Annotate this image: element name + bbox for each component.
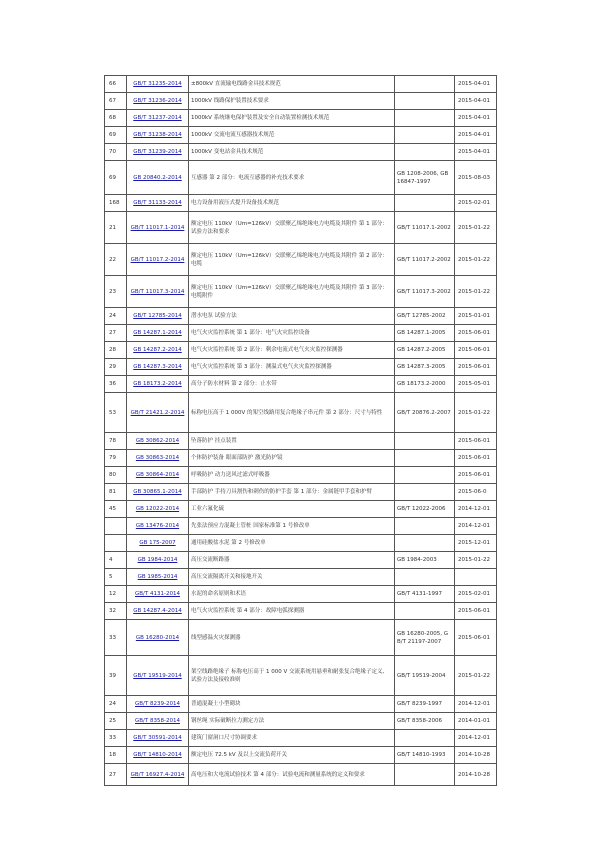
effective-date: 2015-04-01: [455, 144, 497, 161]
standards-table: [104, 75, 497, 786]
effective-date: 2015-01-22: [455, 393, 497, 433]
effective-date: 2015-06-01: [455, 467, 497, 484]
effective-date: [455, 569, 497, 586]
standard-code-cell: [127, 195, 189, 212]
standard-name: 先张法预应力混凝土管桩 国家标准第 1 号修改单: [189, 518, 395, 535]
table-row: [105, 325, 497, 342]
table-row: [105, 535, 497, 552]
row-number: 69: [105, 161, 127, 195]
replaced-standard: GB 18173.2-2000: [395, 376, 455, 393]
standard-name: 额定电压 110kV（Um=126kV）交联聚乙烯绝缘电力电缆及其附件 第 3 部分：电缆附件: [189, 276, 395, 308]
standard-name: 电力设备用液压式提升设备技术规范: [189, 195, 395, 212]
replaced-standard: [395, 127, 455, 144]
standard-name: 高电压和大电流试验技术 第 4 部分：试验电流和测量系统的定义和要求: [189, 764, 395, 786]
table-row: [105, 764, 497, 786]
replaced-standard: GB/T 11017.2-2002: [395, 244, 455, 276]
effective-date: 2015-06-01: [455, 342, 497, 359]
standard-code-cell: [127, 747, 189, 764]
standard-code-cell: [127, 467, 189, 484]
standard-code-cell: [127, 244, 189, 276]
table-row: [105, 620, 497, 656]
standard-code-link[interactable]: GB 20840.2-2014: [133, 174, 182, 181]
row-number: 36: [105, 376, 127, 393]
replaced-standard: [395, 433, 455, 450]
row-number: 27: [105, 764, 127, 786]
row-number: 81: [105, 484, 127, 501]
standard-code-cell: [127, 308, 189, 325]
row-number: 33: [105, 730, 127, 747]
table-row: [105, 359, 497, 376]
standard-name: 呼吸防护 动力送风过滤式呼吸器: [189, 467, 395, 484]
table-row: [105, 467, 497, 484]
replaced-standard: GB/T 12022-2006: [395, 501, 455, 518]
row-number: 29: [105, 359, 127, 376]
standard-code-cell: [127, 93, 189, 110]
effective-date: 2015-06-01: [455, 450, 497, 467]
standard-code-cell: [127, 212, 189, 244]
replaced-standard: [395, 110, 455, 127]
standard-code-link[interactable]: GB/T 8358-2014: [135, 718, 180, 724]
table-row: [105, 586, 497, 603]
standard-name: 手部防护 手持刀具割伤和刺伤的防护手套 第 1 部分：金属链甲手套和护臂: [189, 484, 395, 501]
row-number: [105, 535, 127, 552]
standard-code-link[interactable]: GB/T 31239-2014: [133, 149, 182, 155]
table-body: [105, 76, 497, 786]
standard-name: 潜水电泵 试验方法: [189, 308, 395, 325]
standard-code-link[interactable]: GB/T 14810-2014: [133, 752, 182, 758]
standard-code-cell: [127, 376, 189, 393]
replaced-standard: [395, 450, 455, 467]
standard-code-link[interactable]: GB/T 30591-2014: [133, 735, 182, 741]
standard-name: 通用硅酸盐水泥 第 2 号修改单: [189, 535, 395, 552]
row-number: 28: [105, 342, 127, 359]
standard-code-link[interactable]: GB 18173.2-2014: [133, 381, 182, 387]
standard-code-cell: [127, 518, 189, 535]
row-number: 18: [105, 747, 127, 764]
standard-name: 电气火灾监控系统 第 2 部分：剩余电流式电气火灾监控探测器: [189, 342, 395, 359]
row-number: 33: [105, 620, 127, 656]
standard-code-cell: [127, 569, 189, 586]
table-row: [105, 127, 497, 144]
standard-name: 额定电压 110kV（Um=126kV）交联聚乙烯绝缘电力电缆及其附件 第 1 部分：试验方法和要求: [189, 212, 395, 244]
row-number: 23: [105, 276, 127, 308]
table-row: [105, 696, 497, 713]
standard-code-cell: [127, 342, 189, 359]
standard-name: 额定电压 72.5 kV 及以上交流负荷开关: [189, 747, 395, 764]
standard-name: 互感器 第 2 部分：电流互感器的补充技术要求: [189, 161, 395, 195]
replaced-standard: GB 14287.2-2005: [395, 342, 455, 359]
table-row: [105, 501, 497, 518]
standard-code-link[interactable]: GB/T 31238-2014: [133, 132, 182, 138]
effective-date: 2015-01-22: [455, 244, 497, 276]
effective-date: 2014-12-01: [455, 518, 497, 535]
standard-code-link[interactable]: GB 14287.1-2014: [133, 330, 182, 336]
replaced-standard: GB/T 4131-1997: [395, 586, 455, 603]
standard-code-cell: [127, 603, 189, 620]
row-number: 67: [105, 93, 127, 110]
table-row: [105, 433, 497, 450]
standard-name: 1000kV 交流电流互感器技术规范: [189, 127, 395, 144]
effective-date: 2015-05-01: [455, 376, 497, 393]
standard-code-link[interactable]: GB 30863-2014: [135, 455, 180, 461]
standard-code-cell: [127, 325, 189, 342]
row-number: [105, 518, 127, 535]
table-row: [105, 93, 497, 110]
standard-name: 水泥的命名原则和术语: [189, 586, 395, 603]
row-number: 68: [105, 110, 127, 127]
replaced-standard: [395, 76, 455, 93]
standard-name: 坠落防护 挂点装置: [189, 433, 395, 450]
effective-date: 2015-08-03: [455, 161, 497, 195]
row-number: 21: [105, 212, 127, 244]
row-number: 5: [105, 569, 127, 586]
table-row: [105, 376, 497, 393]
standard-code-link[interactable]: GB 1985-2014: [137, 574, 178, 580]
table-row: [105, 195, 497, 212]
standard-code-cell: [127, 620, 189, 656]
standard-code-link[interactable]: GB 13476-2014: [135, 523, 180, 529]
standard-code-cell: [127, 656, 189, 696]
standard-code-link[interactable]: GB/T 12785-2014: [133, 313, 182, 319]
effective-date: 2015-01-22: [455, 656, 497, 696]
effective-date: 2015-01-01: [455, 308, 497, 325]
standard-code-link[interactable]: GB 30864-2014: [135, 472, 180, 478]
row-number: 24: [105, 696, 127, 713]
row-number: 168: [105, 195, 127, 212]
standard-name: 个体防护装备 眼面部防护 激光防护镜: [189, 450, 395, 467]
standard-code-cell: [127, 76, 189, 93]
standard-code-link[interactable]: GB 1984-2014: [137, 557, 178, 563]
standard-code-link[interactable]: GB/T 31133-2014: [133, 200, 182, 206]
standard-code-link[interactable]: GB/T 31236-2014: [133, 98, 182, 104]
replaced-standard: [395, 93, 455, 110]
table-row: [105, 161, 497, 195]
replaced-standard: GB/T 20876.2-2007: [395, 393, 455, 433]
standard-code-cell: [127, 393, 189, 433]
table-row: [105, 730, 497, 747]
standard-name: 工业六氟化硫: [189, 501, 395, 518]
standard-code-link[interactable]: GB/T 31237-2014: [133, 115, 182, 121]
row-number: 66: [105, 76, 127, 93]
standard-name: 架空线路绝缘子 标称电压高于 1 000 V 交流系统用悬垂和耐张复合绝缘子定义、试验方法及接收准则: [189, 656, 395, 696]
effective-date: 2015-06-01: [455, 359, 497, 376]
effective-date: 2014-12-01: [455, 730, 497, 747]
standard-code-cell: [127, 144, 189, 161]
replaced-standard: GB 1984-2003: [395, 552, 455, 569]
standard-code-cell: [127, 535, 189, 552]
standard-name: 电气火灾监控系统 第 1 部分：电气火灾监控设备: [189, 325, 395, 342]
replaced-standard: [395, 730, 455, 747]
standard-name: 钢丝绳 实际破断拉力测定方法: [189, 713, 395, 730]
row-number: 32: [105, 603, 127, 620]
table-row: [105, 212, 497, 244]
row-number: 22: [105, 244, 127, 276]
standard-name: ±800kV 直流输电线路金具技术规范: [189, 76, 395, 93]
effective-date: 2015-12-01: [455, 535, 497, 552]
table-row: [105, 144, 497, 161]
standards-table-page: [104, 75, 497, 786]
effective-date: 2015-01-22: [455, 552, 497, 569]
standard-code-cell: [127, 276, 189, 308]
replaced-standard: GB/T 14810-1993: [395, 747, 455, 764]
standard-code-link[interactable]: GB 14287.4-2014: [133, 608, 182, 614]
standard-name: 高压交流隔离开关和接地开关: [189, 569, 395, 586]
effective-date: 2014-10-28: [455, 764, 497, 786]
row-number: 53: [105, 393, 127, 433]
table-row: [105, 552, 497, 569]
standard-code-cell: [127, 713, 189, 730]
table-row: [105, 76, 497, 93]
standard-name: 1000kV 线路保护装置技术要求: [189, 93, 395, 110]
replaced-standard: [395, 144, 455, 161]
standard-code-cell: [127, 501, 189, 518]
replaced-standard: GB 14287.3-2005: [395, 359, 455, 376]
effective-date: 2014-01-01: [455, 713, 497, 730]
effective-date: 2015-01-22: [455, 276, 497, 308]
effective-date: 2015-06-01: [455, 325, 497, 342]
replaced-standard: [395, 467, 455, 484]
standard-name: 额定电压 110kV（Um=126kV）交联聚乙烯绝缘电力电缆及其附件 第 2 部分：电缆: [189, 244, 395, 276]
table-row: [105, 603, 497, 620]
table-row: [105, 393, 497, 433]
standard-code-cell: [127, 433, 189, 450]
row-number: 39: [105, 656, 127, 696]
table-row: [105, 244, 497, 276]
row-number: 4: [105, 552, 127, 569]
standard-code-cell: [127, 586, 189, 603]
row-number: 79: [105, 450, 127, 467]
row-number: 78: [105, 433, 127, 450]
standard-name: 线型感温火灾探测器: [189, 620, 395, 656]
table-row: [105, 713, 497, 730]
replaced-standard: [395, 603, 455, 620]
table-row: [105, 450, 497, 467]
effective-date: 2015-06-01: [455, 603, 497, 620]
standard-code-link[interactable]: GB/T 11017.3-2014: [130, 288, 185, 295]
standard-code-link[interactable]: GB/T 11017.2-2014: [130, 256, 185, 263]
effective-date: 2015-01-22: [455, 212, 497, 244]
standard-code-link[interactable]: GB/T 11017.1-2014: [130, 224, 185, 231]
replaced-standard: GB 14287.1-2005: [395, 325, 455, 342]
table-row: [105, 308, 497, 325]
replaced-standard: [395, 195, 455, 212]
standard-code-link[interactable]: GB 30865.1-2014: [133, 489, 182, 495]
effective-date: 2014-12-01: [455, 696, 497, 713]
row-number: 80: [105, 467, 127, 484]
replaced-standard: GB/T 12785-2002: [395, 308, 455, 325]
standard-code-cell: [127, 450, 189, 467]
replaced-standard: [395, 569, 455, 586]
replaced-standard: GB 1208-2006, GB 16847-1997: [395, 161, 455, 195]
row-number: 69: [105, 127, 127, 144]
replaced-standard: GB/T 11017.3-2002: [395, 276, 455, 308]
effective-date: 2015-04-01: [455, 76, 497, 93]
table-row: [105, 569, 497, 586]
row-number: 27: [105, 325, 127, 342]
effective-date: 2015-06-01: [455, 620, 497, 656]
standard-code-link[interactable]: GB 12022-2014: [135, 506, 180, 512]
replaced-standard: GB/T 19519-2004: [395, 656, 455, 696]
standard-name: 电气火灾监控系统 第 3 部分：测温式电气火灾监控探测器: [189, 359, 395, 376]
standard-code-cell: [127, 696, 189, 713]
effective-date: 2015-04-01: [455, 93, 497, 110]
standard-code-link[interactable]: GB 14287.3-2014: [133, 364, 182, 370]
standard-code-link[interactable]: GB/T 21421.2-2014: [130, 409, 185, 416]
standard-name: 标称电压高于 1 000V 的架空线路用复合绝缘子串元件 第 2 部分：尺寸与特性: [189, 393, 395, 433]
standard-code-cell: [127, 127, 189, 144]
effective-date: 2015-02-01: [455, 586, 497, 603]
standard-code-link[interactable]: GB 175-2007: [139, 540, 176, 546]
replaced-standard: GB/T 11017.1-2002: [395, 212, 455, 244]
replaced-standard: GB 16280-2005, GB/T 21197-2007: [395, 620, 455, 656]
table-row: [105, 518, 497, 535]
standard-code-link[interactable]: GB 30862-2014: [135, 438, 180, 444]
row-number: 24: [105, 308, 127, 325]
standard-code-cell: [127, 764, 189, 786]
row-number: 70: [105, 144, 127, 161]
effective-date: 2015-02-01: [455, 195, 497, 212]
table-row: [105, 276, 497, 308]
row-number: 12: [105, 586, 127, 603]
standard-name: 1000kV 变电站金具技术规范: [189, 144, 395, 161]
standard-name: 高分子防水材料 第 2 部分：止水带: [189, 376, 395, 393]
standard-name: 1000kV 系统继电保护装置及安全自动装置检测技术规范: [189, 110, 395, 127]
standard-code-cell: [127, 730, 189, 747]
standard-code-cell: [127, 484, 189, 501]
standard-code-link[interactable]: GB/T 4131-2014: [135, 591, 180, 597]
standard-name: 电气火灾监控系统 第 4 部分：故障电弧探测器: [189, 603, 395, 620]
replaced-standard: [395, 484, 455, 501]
standard-code-link[interactable]: GB/T 31235-2014: [133, 81, 182, 87]
standard-code-link[interactable]: GB 14287.2-2014: [133, 347, 182, 353]
standard-code-link[interactable]: GB/T 8239-2014: [135, 701, 180, 707]
replaced-standard: GB/T 8358-2006: [395, 713, 455, 730]
table-row: [105, 110, 497, 127]
table-row: [105, 747, 497, 764]
table-row: [105, 656, 497, 696]
standard-code-cell: [127, 359, 189, 376]
effective-date: 2014-12-01: [455, 501, 497, 518]
standard-code-link[interactable]: GB 16280-2014: [135, 634, 180, 641]
standard-name: 建筑门窗洞口尺寸协调要求: [189, 730, 395, 747]
row-number: 25: [105, 713, 127, 730]
standard-code-cell: [127, 552, 189, 569]
row-number: 45: [105, 501, 127, 518]
standard-name: 普通混凝土小型砌块: [189, 696, 395, 713]
effective-date: 2015-06-0: [455, 484, 497, 501]
replaced-standard: [395, 764, 455, 786]
standard-code-link[interactable]: GB/T 16927.4-2014: [130, 771, 185, 778]
replaced-standard: [395, 535, 455, 552]
standard-code-link[interactable]: GB/T 19519-2014: [133, 672, 182, 679]
effective-date: 2015-04-01: [455, 127, 497, 144]
replaced-standard: GB/T 8239-1997: [395, 696, 455, 713]
effective-date: 2015-06-01: [455, 433, 497, 450]
standard-name: 高压交流断路器: [189, 552, 395, 569]
table-row: [105, 342, 497, 359]
table-row: [105, 484, 497, 501]
replaced-standard: [395, 518, 455, 535]
standard-code-cell: [127, 110, 189, 127]
effective-date: 2014-10-28: [455, 747, 497, 764]
effective-date: 2015-04-01: [455, 110, 497, 127]
standard-code-cell: [127, 161, 189, 195]
